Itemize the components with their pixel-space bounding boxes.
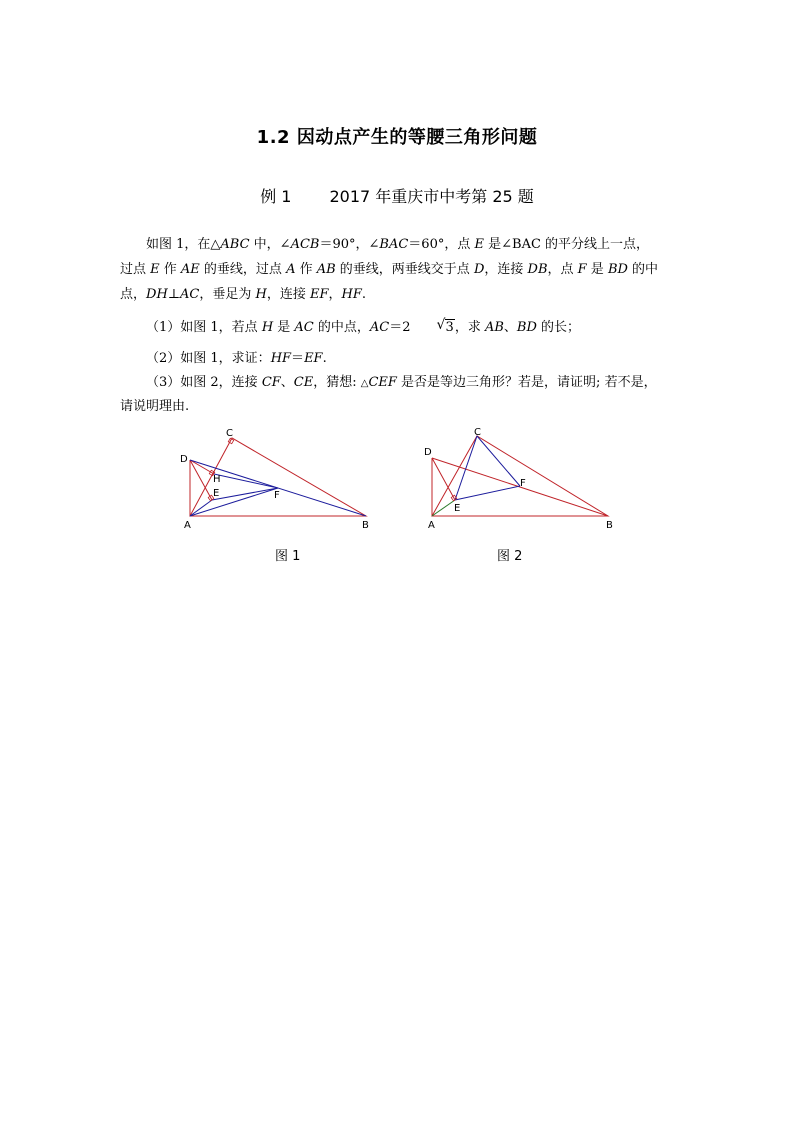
problem-statement-line3: 点，DH⊥AC，垂足为 H，连接 EF，HF. [120, 287, 367, 302]
example-heading [0, 184, 794, 207]
example-label: 例 1 [260, 187, 292, 206]
figure-2-caption: 图 2 [497, 549, 523, 564]
question-2: （2）如图 1，求证：HF＝EF. [146, 351, 327, 366]
label-f: F [520, 478, 526, 489]
page-title: 1.2 因动点产生的等腰三角形问题 [256, 127, 538, 148]
example-source: 2017 年重庆市中考第 25 题 [329, 187, 534, 206]
square-root: √ 3 [436, 317, 454, 335]
label-h: H [213, 474, 221, 485]
segment-cf [477, 436, 520, 486]
problem-statement-line2: 过点 E 作 AE 的垂线，过点 A 作 AB 的垂线，两垂线交于点 D，连接 DB，点 F 是 BD 的中 [120, 262, 659, 277]
label-b: B [606, 520, 613, 531]
label-e: E [454, 503, 461, 514]
question-3: （3）如图 2，连接 CF、CE，猜想: △CEF 是否是等边三角形？若是，请证明; 若不是， [146, 375, 657, 390]
label-a: A [428, 520, 435, 531]
figure-1-caption: 图 1 [275, 549, 301, 564]
segment-ae [432, 500, 455, 516]
figure-2-diagram [420, 424, 630, 534]
label-d: D [424, 447, 432, 458]
label-f: F [274, 490, 280, 501]
question-1: （1）如图 1，若点 H 是 AC 的中点，AC＝2 √ 3，求 AB、BD 的长； [120, 315, 676, 340]
label-b: B [362, 520, 369, 531]
label-c: C [226, 428, 233, 439]
segment-ae [190, 500, 212, 516]
label-a: A [184, 520, 191, 531]
question-3-line2: 请说明理由. [120, 399, 190, 414]
label-d: D [180, 454, 188, 465]
segment-hf [214, 474, 278, 488]
segment-ef [455, 486, 520, 500]
segment-ce [455, 436, 477, 500]
figure-1-diagram [170, 424, 390, 534]
problem-statement: 如图 1，在△ABC 中，∠ACB＝90°，∠BAC＝60°，点 E 是∠BAC 的平分线上一点， [146, 237, 650, 252]
label-c: C [474, 427, 481, 438]
label-e: E [213, 488, 220, 499]
